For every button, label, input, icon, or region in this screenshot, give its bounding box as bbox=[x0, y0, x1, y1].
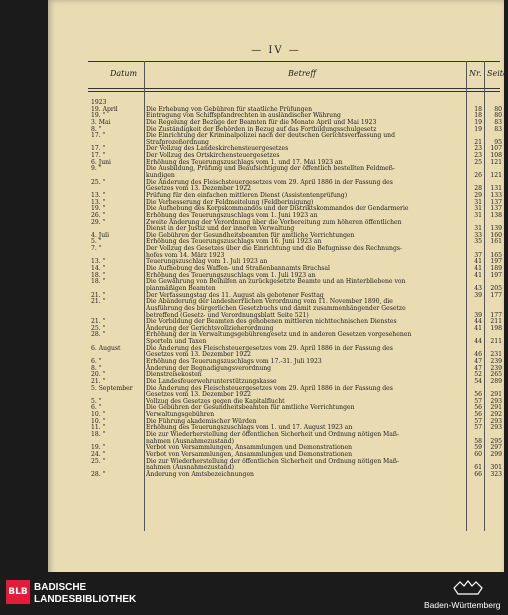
cell-date: 21. " bbox=[91, 291, 106, 299]
cell-seite: 197 bbox=[490, 271, 502, 279]
cell-seite: 231 bbox=[490, 351, 502, 359]
cell-nr: 21 bbox=[474, 138, 482, 146]
cell-nr: 57 bbox=[474, 424, 482, 432]
cell-seite: 131 bbox=[490, 185, 502, 193]
blb-line1: BADISCHE bbox=[34, 582, 87, 593]
cell-seite: 299 bbox=[490, 450, 502, 458]
cell-seite: 205 bbox=[490, 284, 502, 292]
cell-subj: Verbot von Versammlungen, Ansammlungen und Demonstrationen bbox=[146, 450, 353, 458]
cell-date: 9. " bbox=[91, 165, 102, 173]
cell-nr: 26 bbox=[474, 172, 482, 180]
cell-subj: Gesetzes vom 13. Dezember 1922 bbox=[146, 185, 251, 193]
cell-nr: 23 bbox=[474, 145, 482, 153]
cell-seite: 291 bbox=[490, 404, 502, 412]
cell-subj: Teuerungszuschlag vom 1. Juli 1923 an bbox=[146, 258, 268, 266]
cell-subj: Dienst in der Justiz und der inneren Verwaltung bbox=[146, 225, 295, 233]
column-header-nr: Nr. bbox=[469, 69, 482, 78]
cell-date: 6. Juni bbox=[91, 158, 111, 166]
cell-nr: 57 bbox=[474, 397, 482, 405]
cell-date: 11. " bbox=[91, 424, 106, 432]
cell-subj: Die Änderung des Fleischsteuergesetzes vom 29. April 1886 in der Fassung des bbox=[146, 384, 393, 392]
cell-subj: Die Änderung des Fleischsteuergesetzes vom 29. April 1886 in der Fassung des bbox=[146, 178, 393, 186]
cell-seite: 121 bbox=[490, 158, 502, 166]
cell-nr: 41 bbox=[474, 324, 482, 332]
cell-nr: 57 bbox=[474, 417, 482, 425]
cell-date: 10. " bbox=[91, 417, 106, 425]
cell-subj: Der Verfassungstag des 11. August als gebotener Festtag bbox=[146, 291, 324, 299]
cell-date: 18. " bbox=[91, 278, 106, 286]
cell-date: 21. " bbox=[91, 377, 106, 385]
cell-nr: 58 bbox=[474, 437, 482, 445]
cell-nr: 56 bbox=[474, 391, 482, 399]
column-header-betreff: Betreff bbox=[288, 69, 317, 78]
cell-subj: Erhöhung des Teuerungszuschlags vom 1. Juli 1923 an bbox=[146, 271, 316, 279]
cell-subj: Erhöhung des Teuerungszuschlags vom 1. Juni 1923 an bbox=[146, 211, 318, 219]
cell-subj: Die Aufhebung des Korpskommandos und der Distriktskommandos der Gendarmerie bbox=[146, 205, 409, 213]
cell-subj: Die Gebühren der Gesundheitsbeamten für amtliche Verrichtungen bbox=[146, 231, 355, 239]
cell-date: 4. Juli bbox=[91, 231, 110, 239]
cell-seite: 121 bbox=[490, 172, 502, 180]
cell-date: 8. " bbox=[91, 125, 102, 133]
cell-subj: Änderung der Gerichtsvollzieherordnung bbox=[146, 324, 274, 332]
cell-subj: Die Vorbildung der Beamten des gehobenen mittleren nichttechnischen Dienstes bbox=[146, 318, 397, 326]
cell-seite: 80 bbox=[494, 105, 502, 113]
cell-nr: 47 bbox=[474, 357, 482, 365]
cell-nr: 19 bbox=[474, 125, 482, 133]
cell-date: 18. " bbox=[91, 271, 106, 279]
column-header-seite: Seite bbox=[487, 69, 508, 78]
cell-nr: 35 bbox=[474, 238, 482, 246]
cell-date: 13. " bbox=[91, 191, 106, 199]
cell-subj: kundigen bbox=[146, 172, 175, 180]
cell-date: 7. " bbox=[91, 245, 102, 253]
cell-seite: 189 bbox=[490, 265, 502, 273]
cell-seite: 177 bbox=[490, 291, 502, 299]
cell-seite: 239 bbox=[490, 364, 502, 372]
cell-nr: 41 bbox=[474, 258, 482, 266]
cell-subj: Die Aufhebung des Waffen- und Straßenbannamts Bruchsal bbox=[146, 265, 330, 273]
cell-date: 1923 bbox=[91, 99, 107, 106]
cell-nr: 39 bbox=[474, 311, 482, 319]
cell-seite: 137 bbox=[490, 205, 502, 213]
cell-date: 17. " bbox=[91, 145, 106, 153]
cell-date: 25. " bbox=[91, 457, 106, 465]
cell-subj: Gesetzes vom 13. Dezember 1922 bbox=[146, 351, 251, 359]
cell-date: 5. September bbox=[91, 384, 133, 392]
cell-subj: Änderung von Amtsbezeichnungen bbox=[146, 470, 254, 478]
cell-seite: 291 bbox=[490, 391, 502, 399]
cell-date: 25. " bbox=[91, 178, 106, 186]
cell-nr: 29 bbox=[474, 191, 482, 199]
table-body bbox=[88, 100, 500, 479]
cell-subj: Erhöhung des Teuerungszuschlags vom 1. und 17. August 1923 an bbox=[146, 424, 353, 432]
cell-nr: 66 bbox=[474, 470, 482, 478]
cell-subj: Die Änderung des Fleischsteuergesetzes vom 29. April 1886 in der Fassung des bbox=[146, 344, 393, 352]
cell-nr: 31 bbox=[474, 198, 482, 206]
cell-seite: 83 bbox=[494, 125, 502, 133]
cell-date: 19. April bbox=[91, 105, 118, 113]
cell-date: 6. August bbox=[91, 344, 121, 352]
cell-nr: 18 bbox=[474, 105, 482, 113]
cell-seite: 295 bbox=[490, 437, 502, 445]
cell-subj: Erhöhung des Teuerungszuschlags vom 1. und 17. Mai 1923 an bbox=[146, 158, 343, 166]
cell-subj: Die zur Wiederherstellung der öffentlichen Sicherheit und Ordnung nötigen Maß- bbox=[146, 457, 400, 465]
cell-date: 26. " bbox=[91, 211, 106, 219]
cell-subj: Ausführung des bürgerlichen Gesetzbuchs und damit zusammenhängender Gesetze bbox=[146, 304, 406, 312]
cell-seite: 139 bbox=[490, 225, 502, 233]
cell-subj: Die Landesfeuerwehrunterstützungskasse bbox=[146, 377, 277, 385]
cell-subj: Der Vollzug des Gesetzes über die Einrichtung und die Befugnisse des Rechnungs- bbox=[146, 245, 403, 253]
cell-seite: 95 bbox=[494, 138, 502, 146]
cell-subj: Die Zuständigkeit der Behörden in Bezug auf das Fortbildungsschulgesetz bbox=[146, 125, 377, 133]
cell-subj: Der Vollzug des Landeskirchensteuergesetzes bbox=[146, 145, 289, 153]
table-row bbox=[88, 472, 500, 479]
cell-seite: 297 bbox=[490, 444, 502, 452]
cell-subj: Strafprozeßordnung bbox=[146, 138, 209, 146]
cell-date: 6. " bbox=[91, 357, 102, 365]
cell-subj: Zweite Änderung der Verordnung über die Vorbereitung zum höheren öffentlichen bbox=[146, 218, 402, 226]
cell-subj: Sporteln und Taxen bbox=[146, 338, 207, 346]
cell-subj: Die Ausbildung, Prüfung und Beaufsichtigung der öffentlich bestellten Feldmeß- bbox=[146, 165, 395, 173]
cell-subj: planmäßigen Beamten bbox=[146, 284, 216, 292]
cell-date: 29. " bbox=[91, 218, 106, 226]
cell-seite: 292 bbox=[490, 411, 502, 419]
cell-seite: 293 bbox=[490, 397, 502, 405]
bw-crest-icon bbox=[450, 578, 486, 598]
cell-date: 21. " bbox=[91, 318, 106, 326]
cell-subj: Die zur Wiederherstellung der öffentlichen Sicherheit und Ordnung nötigen Maß- bbox=[146, 431, 400, 439]
cell-nr: 47 bbox=[474, 364, 482, 372]
cell-seite: 323 bbox=[490, 470, 502, 478]
document-page bbox=[48, 0, 508, 615]
cell-subj: Dienstreisekosten bbox=[146, 371, 202, 379]
cell-date: 14. " bbox=[91, 265, 106, 273]
cell-seite: 138 bbox=[490, 211, 502, 219]
cell-date: 13. " bbox=[91, 198, 106, 206]
cell-nr: 59 bbox=[474, 444, 482, 452]
cell-subj: Die Gewährung von Beihilfen an zurückgesetzte Beamte und an Hinterbliebene von bbox=[146, 278, 406, 286]
cell-date: 28. " bbox=[91, 331, 106, 339]
cell-seite: 211 bbox=[490, 318, 502, 326]
cell-subj: Die Gebühren der Gesundheitsbeamten für amtliche Verrichtungen bbox=[146, 404, 355, 412]
cell-subj: Eintragung von Schiffspfandrechten in ausländischer Währung bbox=[146, 112, 341, 120]
cell-nr: 39 bbox=[474, 291, 482, 299]
cell-nr: 31 bbox=[474, 225, 482, 233]
cell-nr: 33 bbox=[474, 231, 482, 239]
cell-seite: 161 bbox=[490, 238, 502, 246]
cell-nr: 44 bbox=[474, 318, 482, 326]
cell-seite: 301 bbox=[490, 464, 502, 472]
cell-subj: hofes vom 14. März 1923 bbox=[146, 251, 225, 259]
cell-date: 28. " bbox=[91, 470, 106, 478]
cell-subj: betreffend (Gesetz- und Verordnungsblatt Seite 521) bbox=[146, 311, 309, 319]
cell-seite: 83 bbox=[494, 118, 502, 126]
cell-seite: 293 bbox=[490, 417, 502, 425]
cell-date: 21. " bbox=[91, 298, 106, 306]
cell-seite: 165 bbox=[490, 251, 502, 259]
cell-nr: 37 bbox=[474, 251, 482, 259]
cell-nr: 31 bbox=[474, 205, 482, 213]
cell-nr: 19 bbox=[474, 118, 482, 126]
page-number-header: — IV — bbox=[251, 45, 301, 56]
cell-nr: 25 bbox=[474, 158, 482, 166]
column-header-datum: Datum bbox=[110, 69, 138, 78]
cell-seite: 80 bbox=[494, 112, 502, 120]
cell-seite: 211 bbox=[490, 338, 502, 346]
cell-subj: Die Verbesserung der Feldmeitelung (Feldberinigung) bbox=[146, 198, 314, 206]
cell-nr: 52 bbox=[474, 371, 482, 379]
cell-date: 6. " bbox=[91, 404, 102, 412]
cell-date: 8. " bbox=[91, 364, 102, 372]
cell-date: 3. Mai bbox=[91, 118, 111, 126]
cell-seite: 177 bbox=[490, 311, 502, 319]
bw-label: Baden-Württemberg bbox=[424, 600, 501, 610]
cell-subj: Die Abänderung der landesherrlichen Verordnung vom 11. November 1890, die bbox=[146, 298, 393, 306]
cell-nr: 56 bbox=[474, 404, 482, 412]
cell-nr: 41 bbox=[474, 271, 482, 279]
cell-subj: Erhöhung der in Verwaltungsgebührengesetz und in anderen Gesetzen vorgesehenen bbox=[146, 331, 412, 339]
blb-label bbox=[34, 582, 136, 606]
cell-subj: Vollzug des Gesetzes gegen die Kapitalflucht bbox=[146, 397, 285, 405]
cell-subj: Die Einrichtung der Kriminalpolizei nach der deutschen Gerichtsverfassung und bbox=[146, 132, 396, 140]
cell-nr: 60 bbox=[474, 450, 482, 458]
cell-seite: 198 bbox=[490, 324, 502, 332]
cell-date: 5. " bbox=[91, 238, 102, 246]
cell-subj: Die Führung akademischer Würden bbox=[146, 417, 257, 425]
cell-seite: 293 bbox=[490, 424, 502, 432]
cell-nr: 43 bbox=[474, 284, 482, 292]
cell-nr: 56 bbox=[474, 411, 482, 419]
cell-date: 18. " bbox=[91, 431, 106, 439]
cell-subj: nahmen (Ausnahmezustand) bbox=[146, 464, 234, 472]
cell-date: 24. " bbox=[91, 450, 106, 458]
cell-subj: Verbot von Versammlungen, Ansammlungen und Demonstrationen bbox=[146, 444, 353, 452]
cell-date: 19. " bbox=[91, 444, 106, 452]
cell-subj: Erhöhung des Teuerungszuschlags vom 16. Juni 1923 an bbox=[146, 238, 322, 246]
blb-line2: LANDESBIBLIOTHEK bbox=[34, 594, 137, 605]
cell-date: 5. " bbox=[91, 397, 102, 405]
cell-seite: 289 bbox=[490, 377, 502, 385]
cell-subj: Erhöhung des Teuerungszuschlags vom 17.-31. Juli 1923 bbox=[146, 357, 322, 365]
cell-date: 13. " bbox=[91, 258, 106, 266]
cell-date: 20. " bbox=[91, 371, 106, 379]
cell-nr: 28 bbox=[474, 185, 482, 193]
cell-subj: Änderung der Begnadigungsverordnung bbox=[146, 364, 272, 372]
cell-subj: Die Regelung der Bezüge der Beamten für die Monate April und Mai 1923 bbox=[146, 118, 377, 126]
cell-date: 19. " bbox=[91, 112, 106, 120]
cell-nr: 54 bbox=[474, 377, 482, 385]
table-top-rule bbox=[88, 61, 500, 62]
cell-seite: 265 bbox=[490, 371, 502, 379]
cell-subj: Verwaltungsgebühren bbox=[146, 411, 215, 419]
cell-seite: 239 bbox=[490, 357, 502, 365]
cell-subj: Der Vollzug des Ortskirchensteuergesetzes bbox=[146, 152, 280, 160]
cell-date: 25. " bbox=[91, 324, 106, 332]
cell-subj: Die Erhebung von Gebühren für staatliche Prüfungen bbox=[146, 105, 313, 113]
cell-nr: 46 bbox=[474, 351, 482, 359]
cell-nr: 18 bbox=[474, 112, 482, 120]
cell-seite: 107 bbox=[490, 145, 502, 153]
cell-nr: 61 bbox=[474, 464, 482, 472]
cell-seite: 197 bbox=[490, 258, 502, 266]
cell-nr: 23 bbox=[474, 152, 482, 160]
blb-logo: BLB bbox=[6, 580, 30, 604]
cell-seite: 160 bbox=[490, 231, 502, 239]
cell-date: 17. " bbox=[91, 152, 106, 160]
cell-date: 19. " bbox=[91, 205, 106, 213]
cell-seite: 108 bbox=[490, 152, 502, 160]
cell-nr: 31 bbox=[474, 211, 482, 219]
cell-seite: 133 bbox=[490, 191, 502, 199]
table-header-rule-2 bbox=[88, 91, 500, 92]
cell-seite: 137 bbox=[490, 198, 502, 206]
cell-subj: Prüfung für den einfachen mittleren Dienst (Assistentenprüfung) bbox=[146, 191, 348, 199]
cell-date: 10. " bbox=[91, 411, 106, 419]
cell-date: 17. " bbox=[91, 132, 106, 140]
cell-subj: nahmen (Ausnahmezustand) bbox=[146, 437, 234, 445]
cell-nr: 41 bbox=[474, 265, 482, 273]
cell-nr: 44 bbox=[474, 338, 482, 346]
cell-subj: Gesetzes vom 13. Dezember 1922 bbox=[146, 391, 251, 399]
table-header-rule bbox=[88, 88, 500, 89]
